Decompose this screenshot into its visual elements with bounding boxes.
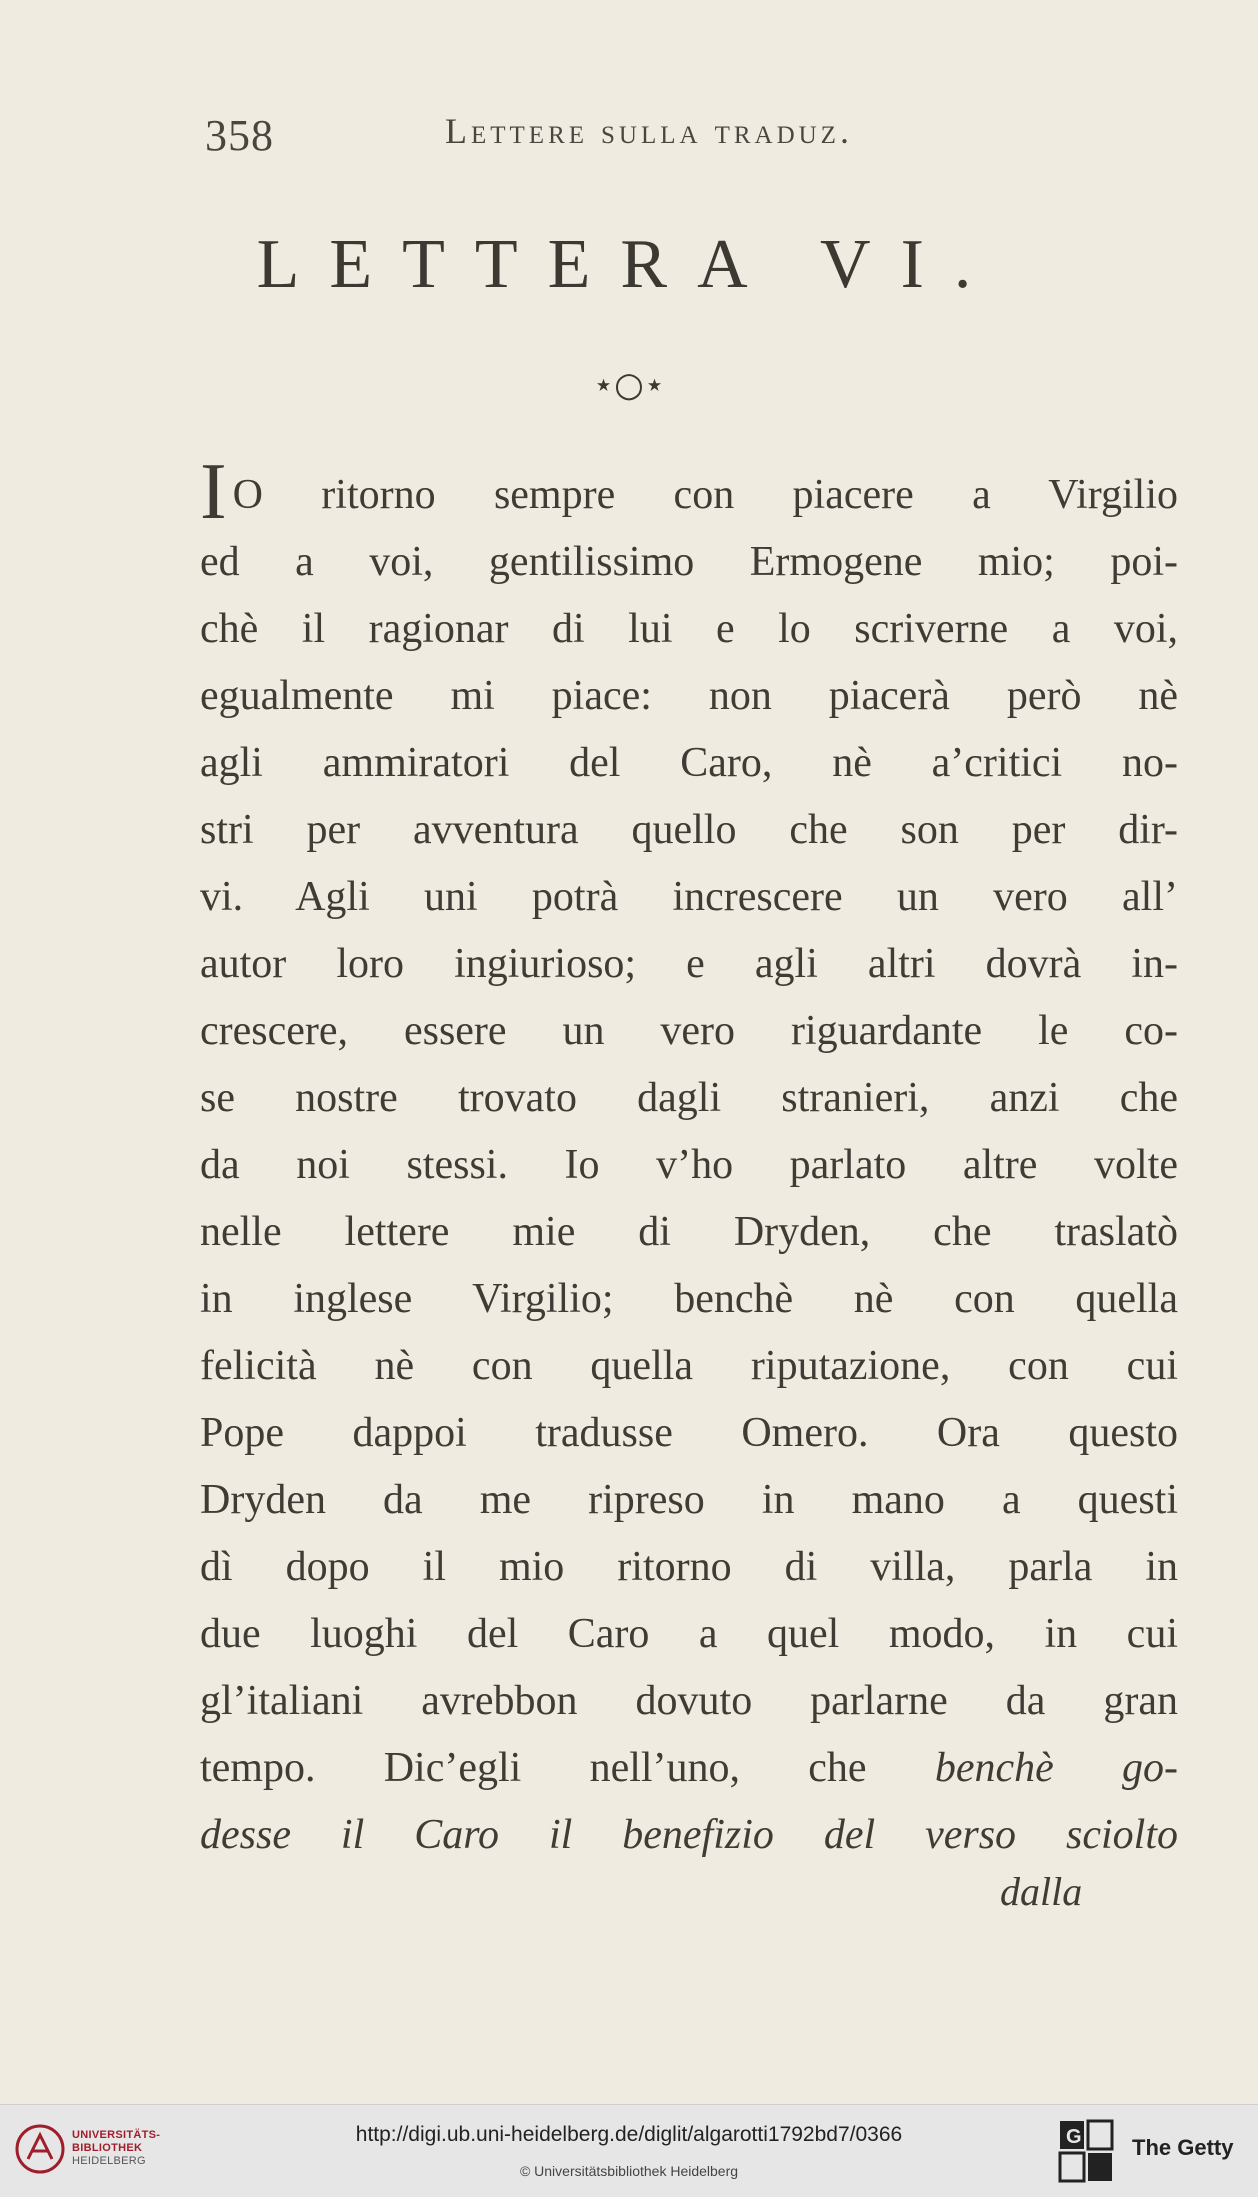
text-line: vi. Agli uni potrà increscere un vero all’ (200, 874, 1178, 920)
permalink[interactable]: http://digi.ub.uni-heidelberg.de/diglit/algarotti1792bd7/0366 (355, 2123, 903, 2146)
running-head (205, 110, 1005, 160)
text-line: I O ritorno sempre con piacere a Virgilio (200, 462, 1178, 529)
text-line: tempo. Dic’egli nell’uno, che benchè go- (200, 1745, 1178, 1791)
viewer-footer (0, 2104, 1258, 2197)
text-line: autor loro ingiurioso; e agli altri dovrà in- (200, 941, 1178, 987)
body-text (200, 462, 1178, 1869)
text-line: egualmente mi piace: non piacerà però nè (200, 673, 1178, 719)
text-line: da noi stessi. Io v’ho parlato altre volte (200, 1142, 1178, 1188)
text-line: crescere, essere un vero riguardante le co- (200, 1008, 1178, 1054)
svg-text:G: G (1066, 2126, 1082, 2148)
text-line: desse il Caro il benefizio del verso sciolto (200, 1812, 1178, 1858)
text-line: due luoghi del Caro a quel modo, in cui (200, 1611, 1178, 1657)
italic-text: benchè go- (934, 1745, 1178, 1791)
text-line: in inglese Virgilio; benchè nè con quella (200, 1276, 1178, 1322)
text-line: ed a voi, gentilissimo Ermogene mio; poi- (200, 539, 1178, 585)
getty-name[interactable]: The Getty (1132, 2135, 1234, 2160)
drop-cap: I (200, 462, 227, 529)
text-line: Dryden da me ripreso in mano a questi (200, 1477, 1178, 1523)
text-line: Pope dappoi tradusse Omero. Ora questo (200, 1410, 1178, 1456)
catchword: dalla (1000, 1869, 1083, 1914)
library-name: UNIVERSITÄTS- BIBLIOTHEK HEIDELBERG (72, 2129, 161, 2167)
text-line: se nostre trovato dagli stranieri, anzi che (200, 1075, 1178, 1121)
running-title: Lettere sulla traduz. (445, 111, 853, 151)
text-line: nelle lettere mie di Dryden, che traslatò (200, 1209, 1178, 1255)
text-line: agli ammiratori del Caro, nè a’critici no- (200, 740, 1178, 786)
letter-title: LETTERA VI. (256, 226, 1002, 303)
page-number: 358 (205, 111, 274, 160)
text-line: gl’italiani avrebbon dovuto parlarne da gran (200, 1678, 1178, 1724)
getty-logo-icon (1058, 2119, 1114, 2183)
text-line: dì dopo il mio ritorno di villa, parla in (200, 1544, 1178, 1590)
ornament: ⋆○⋆ (592, 365, 666, 405)
text-line: stri per avventura quello che son per dir- (200, 807, 1178, 853)
text-line: chè il ragionar di lui e lo scriverne a voi, (200, 606, 1178, 652)
copyright-notice: © Universitätsbibliothek Heidelberg (519, 2163, 739, 2179)
text-line: felicità nè con quella riputazione, con cui (200, 1343, 1178, 1389)
